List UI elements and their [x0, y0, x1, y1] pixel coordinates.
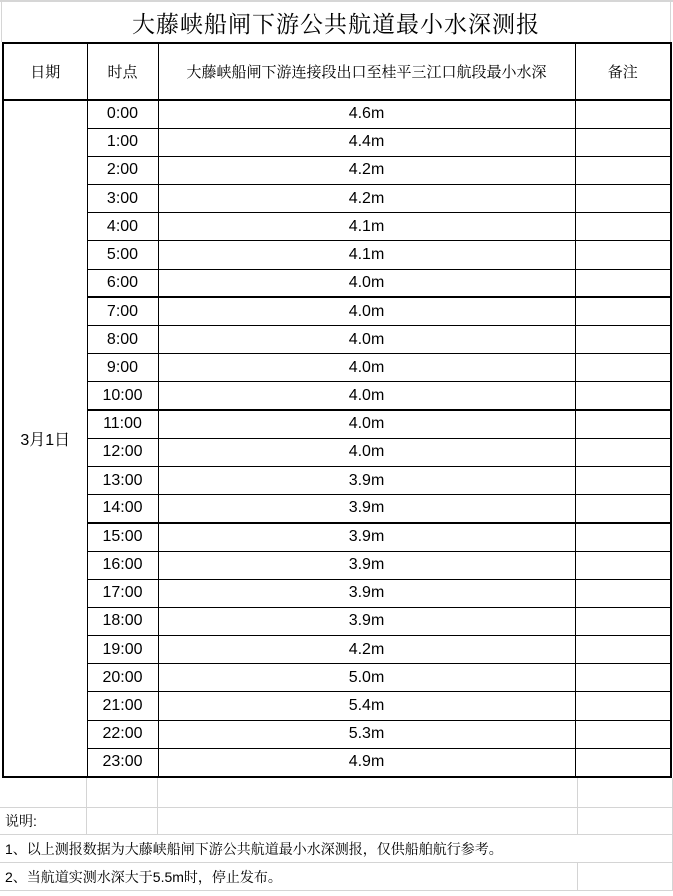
- time-cell: 17:00: [87, 579, 158, 607]
- table-row: [3, 579, 671, 607]
- depth-cell: 4.0m: [158, 438, 575, 466]
- depth-cell: 4.6m: [158, 100, 575, 128]
- remark-cell: [575, 213, 671, 241]
- note-label: 说明:: [0, 808, 86, 835]
- depth-cell: 4.9m: [158, 748, 575, 776]
- time-cell: 8:00: [87, 326, 158, 354]
- remark-cell: [575, 354, 671, 382]
- time-cell: 2:00: [87, 156, 158, 184]
- time-cell: 5:00: [87, 241, 158, 269]
- time-cell: 11:00: [87, 410, 158, 438]
- remark-cell: [575, 297, 671, 325]
- table-row: [3, 495, 671, 523]
- depth-cell: 4.1m: [158, 213, 575, 241]
- remark-cell: [575, 607, 671, 635]
- footer-section: [0, 778, 673, 892]
- remark-cell: [575, 692, 671, 720]
- depth-cell: 3.9m: [158, 466, 575, 494]
- table-row: [3, 326, 671, 354]
- time-cell: 15:00: [87, 523, 158, 551]
- depth-cell: 3.9m: [158, 523, 575, 551]
- remark-cell: [575, 326, 671, 354]
- depth-cell: 4.4m: [158, 128, 575, 156]
- table-row: [3, 382, 671, 410]
- table-row: [3, 213, 671, 241]
- time-cell: 23:00: [87, 748, 158, 776]
- table-row: [3, 128, 671, 156]
- water-depth-table: [2, 42, 672, 778]
- table-row: [3, 241, 671, 269]
- table-row: [3, 636, 671, 664]
- depth-cell: 4.2m: [158, 636, 575, 664]
- table-row: [3, 438, 671, 466]
- time-cell: 22:00: [87, 720, 158, 748]
- table-row: [3, 551, 671, 579]
- remark-cell: [575, 636, 671, 664]
- note-1: 1、以上测报数据为大藤峡船闸下游公共航道最小水深测报，仅供船舶航行参考。: [0, 835, 577, 863]
- note-label-row: [0, 808, 672, 835]
- time-cell: 1:00: [87, 128, 158, 156]
- time-cell: 6:00: [87, 269, 158, 297]
- remark-cell: [575, 241, 671, 269]
- time-cell: 12:00: [87, 438, 158, 466]
- header-date: 日期: [3, 43, 87, 100]
- header-remark: 备注: [575, 43, 671, 100]
- time-cell: 0:00: [87, 100, 158, 128]
- remark-cell: [575, 720, 671, 748]
- table-row: [3, 664, 671, 692]
- time-cell: 20:00: [87, 664, 158, 692]
- remark-cell: [575, 269, 671, 297]
- note-row-2: [0, 863, 672, 891]
- header-row: [3, 43, 671, 100]
- remark-cell: [575, 748, 671, 776]
- time-cell: 16:00: [87, 551, 158, 579]
- table-row: [3, 354, 671, 382]
- table-row: [3, 100, 671, 128]
- table-row: [3, 269, 671, 297]
- time-cell: 19:00: [87, 636, 158, 664]
- remark-cell: [575, 438, 671, 466]
- time-cell: 13:00: [87, 466, 158, 494]
- depth-cell: 4.0m: [158, 297, 575, 325]
- note-row-1: [0, 835, 672, 863]
- depth-cell: 3.9m: [158, 495, 575, 523]
- depth-cell: 4.0m: [158, 326, 575, 354]
- table-row: [3, 748, 671, 776]
- table-row: [3, 466, 671, 494]
- table-row: [3, 410, 671, 438]
- time-cell: 21:00: [87, 692, 158, 720]
- time-cell: 10:00: [87, 382, 158, 410]
- depth-cell: 3.9m: [158, 551, 575, 579]
- note-2: 2、当航道实测水深大于5.5m时，停止发布。: [0, 863, 577, 891]
- depth-cell: 4.0m: [158, 269, 575, 297]
- depth-cell: 3.9m: [158, 607, 575, 635]
- table-row: [3, 156, 671, 184]
- remark-cell: [575, 551, 671, 579]
- time-cell: 7:00: [87, 297, 158, 325]
- remark-cell: [575, 382, 671, 410]
- time-cell: 9:00: [87, 354, 158, 382]
- time-cell: 18:00: [87, 607, 158, 635]
- remark-cell: [575, 579, 671, 607]
- remark-cell: [575, 466, 671, 494]
- report-title: 大藤峡船闸下游公共航道最小水深测报: [1, 2, 671, 42]
- remark-cell: [575, 495, 671, 523]
- table-row: [3, 692, 671, 720]
- depth-cell: 4.0m: [158, 354, 575, 382]
- depth-cell: 5.3m: [158, 720, 575, 748]
- remark-cell: [575, 185, 671, 213]
- table-row: [3, 607, 671, 635]
- time-cell: 14:00: [87, 495, 158, 523]
- time-cell: 3:00: [87, 185, 158, 213]
- depth-cell: 4.0m: [158, 382, 575, 410]
- depth-cell: 3.9m: [158, 579, 575, 607]
- remark-cell: [575, 523, 671, 551]
- table-row: [3, 523, 671, 551]
- empty-row: [0, 778, 672, 808]
- time-cell: 4:00: [87, 213, 158, 241]
- depth-cell: 4.2m: [158, 185, 575, 213]
- remark-cell: [575, 100, 671, 128]
- remark-cell: [575, 156, 671, 184]
- table-row: [3, 720, 671, 748]
- depth-cell: 5.0m: [158, 664, 575, 692]
- header-depth: 大藤峡船闸下游连接段出口至桂平三江口航段最小水深: [158, 43, 575, 100]
- date-cell: 3月1日: [3, 100, 87, 777]
- remark-cell: [575, 410, 671, 438]
- remark-cell: [575, 128, 671, 156]
- depth-cell: 5.4m: [158, 692, 575, 720]
- header-time: 时点: [87, 43, 158, 100]
- table-row: [3, 185, 671, 213]
- depth-cell: 4.1m: [158, 241, 575, 269]
- depth-cell: 4.0m: [158, 410, 575, 438]
- remark-cell: [575, 664, 671, 692]
- table-row: [3, 297, 671, 325]
- depth-cell: 4.2m: [158, 156, 575, 184]
